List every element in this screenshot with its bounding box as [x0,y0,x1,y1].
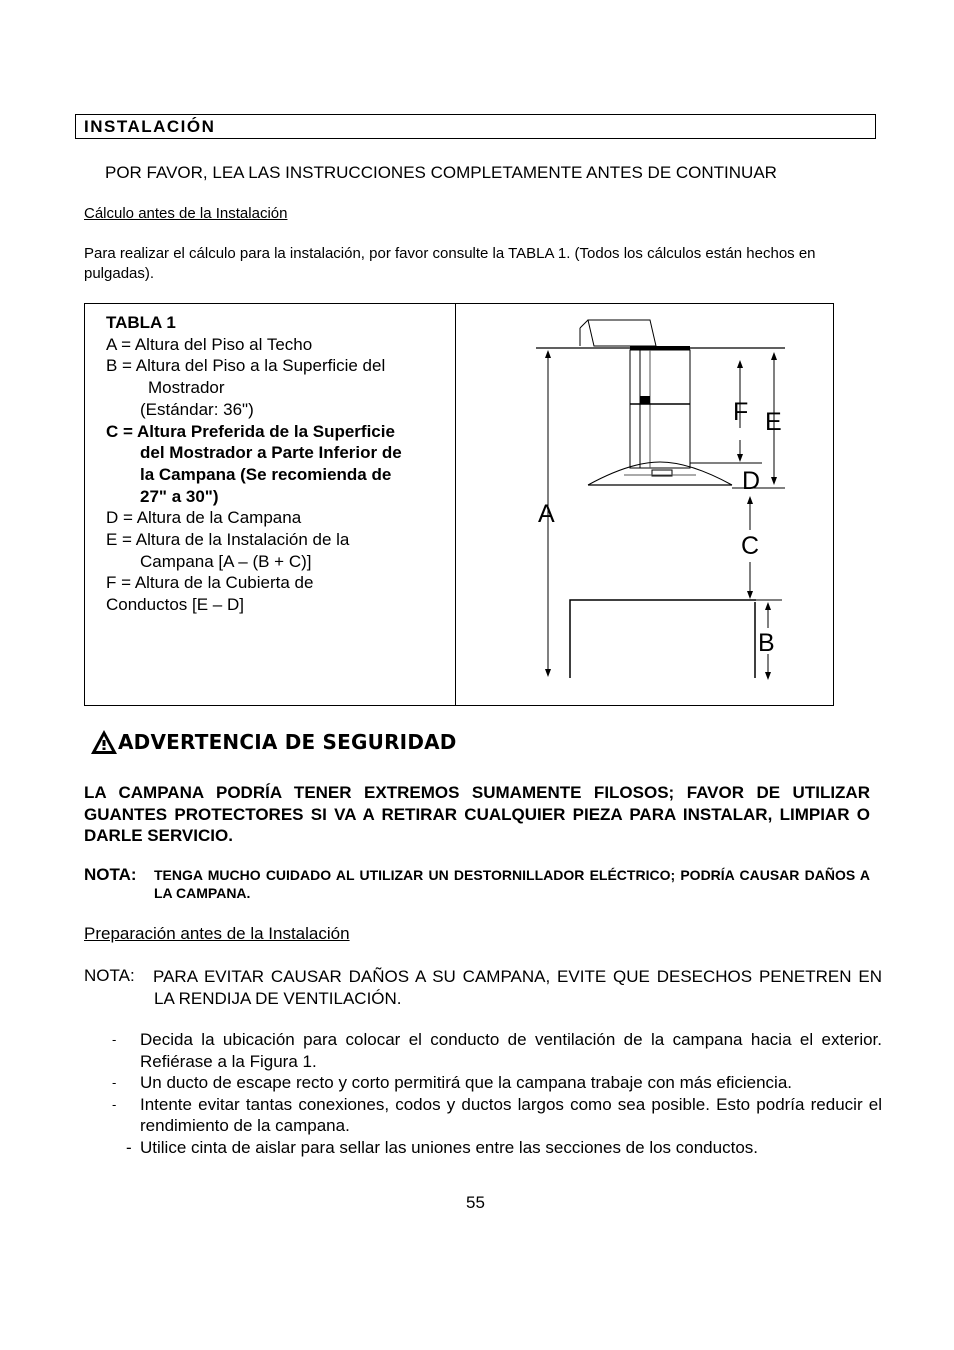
arrow-f-bottom [737,454,743,462]
arrow-a-bottom [545,669,551,677]
arrow-c-bottom [747,591,753,599]
warning-triangle-icon [90,729,118,755]
legend-line-f-cont: Conductos [E – D] [106,595,244,615]
legend-line-a: A = Altura del Piso al Techo [106,334,313,354]
arrow-f-top [737,360,743,368]
ceiling-duct-side [580,320,588,346]
ceiling-bracket [630,346,690,350]
ceiling-duct-top [588,320,656,346]
nota-2-text: PARA EVITAR CAUSAR DAÑOS A SU CAMPANA, EVITE QUE DESECHOS PENETREN EN LA RENDIJA DE VENTILACIÓN. [153,967,882,1008]
arrow-e-top [771,352,777,360]
bullet-marker: - [126,1137,132,1157]
chimney-outer [630,350,690,468]
warning-title: ADVERTENCIA DE SEGURIDAD [118,730,457,754]
hood-dimension-diagram [500,310,800,695]
list-item: - Decida la ubicación para colocar el conducto de ventilación de la campana hacia el exterior. Refiérase a la Figura 1. [112,1030,882,1071]
legend-line-b-cont: Mostrador [148,378,225,398]
legend-line-e-cont: Campana [A – (B + C)] [140,551,312,571]
page-number: 55 [466,1193,485,1212]
legend-line-b: B = Altura del Piso a la Superficie del [106,356,386,376]
table-title: TABLA 1 [106,313,176,332]
counter-outline [570,600,756,678]
canopy-top [588,462,732,485]
legend-line-c: C = Altura Preferida de la Superficie [106,421,395,441]
nota-1-text: TENGA MUCHO CUIDADO AL UTILIZAR UN DESTORNILLADOR ELÉCTRICO; PODRÍA CAUSAR DAÑOS A LA CAMPANA. [154,867,870,901]
prep-bullet-list [100,1029,882,1158]
table-right-edge [833,303,834,706]
arrow-e-bottom [771,477,777,485]
intro-instruction: POR FAVOR, LEA LAS INSTRUCCIONES COMPLETAMENTE ANTES DE CONTINUAR [105,163,777,182]
nota-2-label: NOTA: [84,966,135,985]
nota-1-label: NOTA: [84,865,137,884]
table-divider [455,303,456,706]
list-item: - Utilice cinta de aislar para sellar las uniones entre las secciones de los conductos. [126,1137,758,1157]
calc-paragraph: Para realizar el cálculo para la instalación, por favor consulte la TABLA 1. (Todos los cálculos están hechos en pulgadas). [84,245,816,282]
legend-line-e: E = Altura de la Instalación de la [106,530,350,550]
warning-body: LA CAMPANA PODRÍA TENER EXTREMOS SUMAMENTE FILOSOS; FAVOR DE UTILIZAR GUANTES PROTECTORES SI VA A RETIRAR CUALQUIER PIEZA PARA INSTALAR, LIMPIAR O DARLE SERVICIO. [84,783,870,845]
diagram-label-e: E [765,408,782,436]
diagram-label-d: D [742,467,761,495]
legend-line-f: F = Altura de la Cubierta de [106,573,314,593]
bullet-marker: - [112,1032,117,1047]
legend-line-c-cont3: 27" a 30") [140,486,219,506]
table-1-legend [106,312,446,616]
diagram-label-c: C [741,532,760,560]
prep-heading: Preparación antes de la Instalación [84,924,350,943]
safety-warning-heading [90,727,457,757]
arrow-a-top [545,350,551,358]
diagram-label-a: A [538,500,555,528]
arrow-b-top [765,602,771,610]
bullet-marker: - [112,1096,117,1112]
list-item: - Intente evitar tantas conexiones, codos y ductos largos como sea posible. Esto podría reducir el rendimiento de la campana. [112,1094,882,1135]
arrow-b-bottom [765,672,771,680]
legend-line-b-std: (Estándar: 36") [140,399,254,419]
diagram-label-b: B [758,629,775,657]
list-item: - Un ducto de escape recto y corto permitirá que la campana trabaje con más eficiencia. [112,1073,793,1092]
diagram-label-f: F [733,398,749,426]
chimney-clip [640,396,650,404]
legend-line-c-cont2: la Campana (Se recomienda de [140,464,392,484]
legend-line-c-cont1: del Mostrador a Parte Inferior de [140,443,402,463]
section-title: INSTALACIÓN [84,117,216,136]
legend-line-d: D = Altura de la Campana [106,508,302,528]
bullet-marker: - [112,1075,117,1090]
calc-heading: Cálculo antes de la Instalación [84,205,288,222]
arrow-c-top [747,496,753,504]
